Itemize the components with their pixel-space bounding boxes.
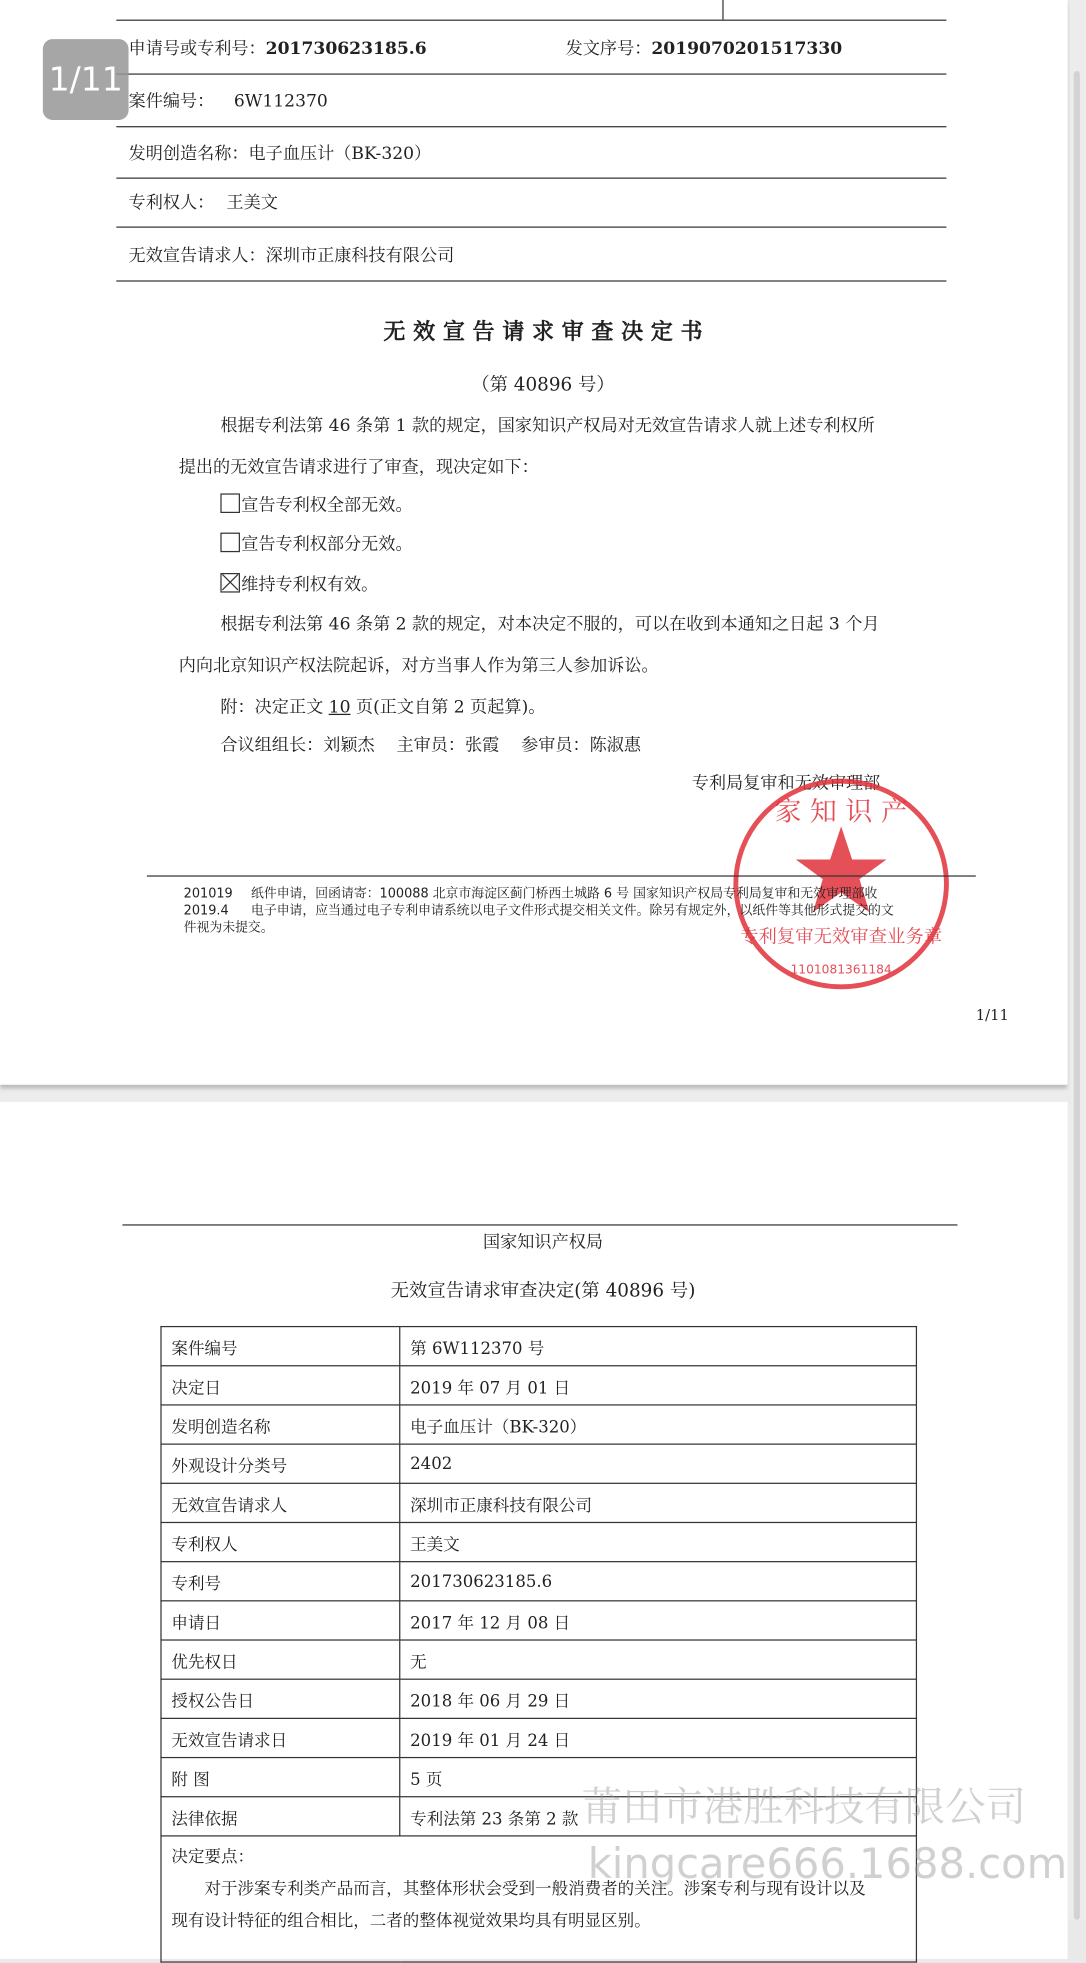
option-invalid-all: 宣告专利权全部无效。 — [220, 492, 412, 516]
decision-title: 无 效 宣 告 请 求 审 查 决 定 书 — [383, 319, 703, 346]
page-indicator-badge: 1/11 — [43, 39, 129, 120]
field-value: 2402 — [400, 1444, 917, 1483]
field-value: 无 — [400, 1640, 917, 1679]
table-row — [161, 1718, 916, 1757]
checkbox-unchecked — [220, 533, 240, 553]
table-row — [161, 1522, 916, 1561]
field-label: 优先权日 — [161, 1640, 400, 1679]
field-label: 法律依据 — [161, 1797, 400, 1836]
decision-title: 无效宣告请求审查决定(第 40896 号) — [390, 1279, 696, 1302]
field-value: 5 页 — [400, 1758, 917, 1797]
paragraph: 提出的无效宣告请求进行了审查，现决定如下： — [178, 457, 539, 478]
divider — [116, 73, 946, 75]
watermark-company: 莆田市港胜科技有限公司 — [581, 1782, 1027, 1831]
field-label: 无效宣告请求日 — [161, 1718, 400, 1757]
divider — [122, 1224, 957, 1226]
requester: 无效宣告请求人：深圳市正康科技有限公司 — [128, 246, 455, 266]
field-value: 2019 年 07 月 01 日 — [400, 1366, 917, 1405]
field-value: 深圳市正康科技有限公司 — [400, 1483, 917, 1522]
field-value: 王美文 — [400, 1522, 917, 1561]
paragraph: 内向北京知识产权法院起诉，对方当事人作为第三人参加诉讼。 — [178, 656, 659, 676]
field-label: 外观设计分类号 — [161, 1444, 400, 1483]
field-label: 申请日 — [161, 1601, 400, 1640]
field-value: 电子血压计（BK-320） — [400, 1405, 917, 1444]
field-label: 无效宣告请求人 — [161, 1483, 400, 1522]
organization-name: 国家知识产权局 — [483, 1232, 603, 1253]
key-points-text: 现有设计特征的组合相比，二者的整体视觉效果均具有明显区别。 — [171, 1911, 651, 1931]
field-label: 授权公告日 — [161, 1679, 400, 1718]
paragraph: 根据专利法第 46 条第 1 款的规定，国家知识产权局对无效宣告请求人就上述专利权所 — [220, 416, 875, 436]
divider — [116, 227, 946, 229]
table-row — [161, 1444, 916, 1483]
divider — [147, 875, 976, 877]
field-label: 发明创造名称 — [161, 1405, 400, 1444]
checkbox-checked — [220, 573, 240, 593]
footer-notes: 201019 纸件申请，回函请寄：100088 北京市海淀区蓟门桥西土城路 6 号 国家知识产权局专利局复审和无效审理部收 2019.4 电子申请，应当通过电子专利申请系统以电子文件形式提交相关文件。除另有规定外，以纸件等其他形式提交的文件视为未提交。 — [183, 886, 894, 936]
field-label: 附 图 — [161, 1758, 400, 1797]
table-row — [161, 1601, 916, 1640]
panel-members: 合议组组长：刘颖杰 主审员：张霞 参审员：陈淑惠 — [220, 735, 642, 756]
key-points-label: 决定要点： — [171, 1847, 255, 1868]
scrollbar[interactable] — [1074, 71, 1080, 1920]
table-row — [161, 1679, 916, 1718]
decision-number: （第 40896 号） — [471, 373, 615, 396]
field-value: 专利法第 23 条第 2 款 — [400, 1797, 917, 1836]
option-maintain-valid: 维持专利权有效。 — [220, 572, 378, 596]
department: 专利局复审和无效审理部 — [691, 773, 881, 794]
divider — [116, 280, 946, 282]
paragraph: 根据专利法第 46 条第 2 款的规定，对本决定不服的，可以在收到本通知之日起 3 个月 — [220, 614, 880, 635]
checkbox-unchecked — [220, 493, 240, 513]
field-value: 2019 年 01 月 24 日 — [400, 1718, 917, 1757]
svg-text:专利复审无效审查业务章: 专利复审无效审查业务章 — [740, 926, 943, 948]
application-number: 申请号或专利号：201730623185.6 — [128, 39, 427, 59]
field-value: 第 6W112370 号 — [400, 1327, 917, 1366]
divider — [116, 178, 946, 180]
divider — [116, 126, 946, 128]
svg-text:1101081361184: 1101081361184 — [790, 962, 892, 977]
table-row — [161, 1405, 916, 1444]
field-label: 决定日 — [161, 1366, 400, 1405]
divider — [116, 20, 946, 22]
design-name: 发明创造名称：电子血压计（BK-320） — [128, 144, 432, 165]
field-label: 案件编号 — [161, 1327, 400, 1366]
table-row — [161, 1483, 916, 1522]
svg-text:家 知 识 产: 家 知 识 产 — [774, 796, 908, 828]
field-value: 2017 年 12 月 08 日 — [400, 1601, 917, 1640]
patentee: 专利权人： 王美文 — [128, 193, 278, 214]
attachment-note: 附：决定正文 10 页(正文自第 2 页起算)。 — [220, 697, 546, 718]
table-row — [161, 1327, 916, 1366]
table-row — [161, 1640, 916, 1679]
option-invalid-partial: 宣告专利权部分无效。 — [220, 531, 412, 555]
field-label: 专利权人 — [161, 1522, 400, 1561]
table-row — [161, 1366, 916, 1405]
field-value: 2018 年 06 月 29 日 — [400, 1679, 917, 1718]
field-label: 专利号 — [161, 1562, 400, 1601]
page-number: 1/11 — [975, 1006, 1009, 1024]
key-points-text: 对于涉案专利类产品而言，其整体形状会受到一般消费者的关注。涉案专利与现有设计以及 — [204, 1879, 866, 1899]
watermark-site: kingcare666.1688.com — [587, 1840, 1068, 1890]
field-value: 201730623185.6 — [400, 1562, 917, 1601]
document-serial: 发文序号：2019070201517330 — [565, 39, 843, 59]
case-number: 案件编号： 6W112370 — [128, 91, 328, 112]
table-row — [161, 1562, 916, 1601]
divider — [722, 0, 723, 20]
